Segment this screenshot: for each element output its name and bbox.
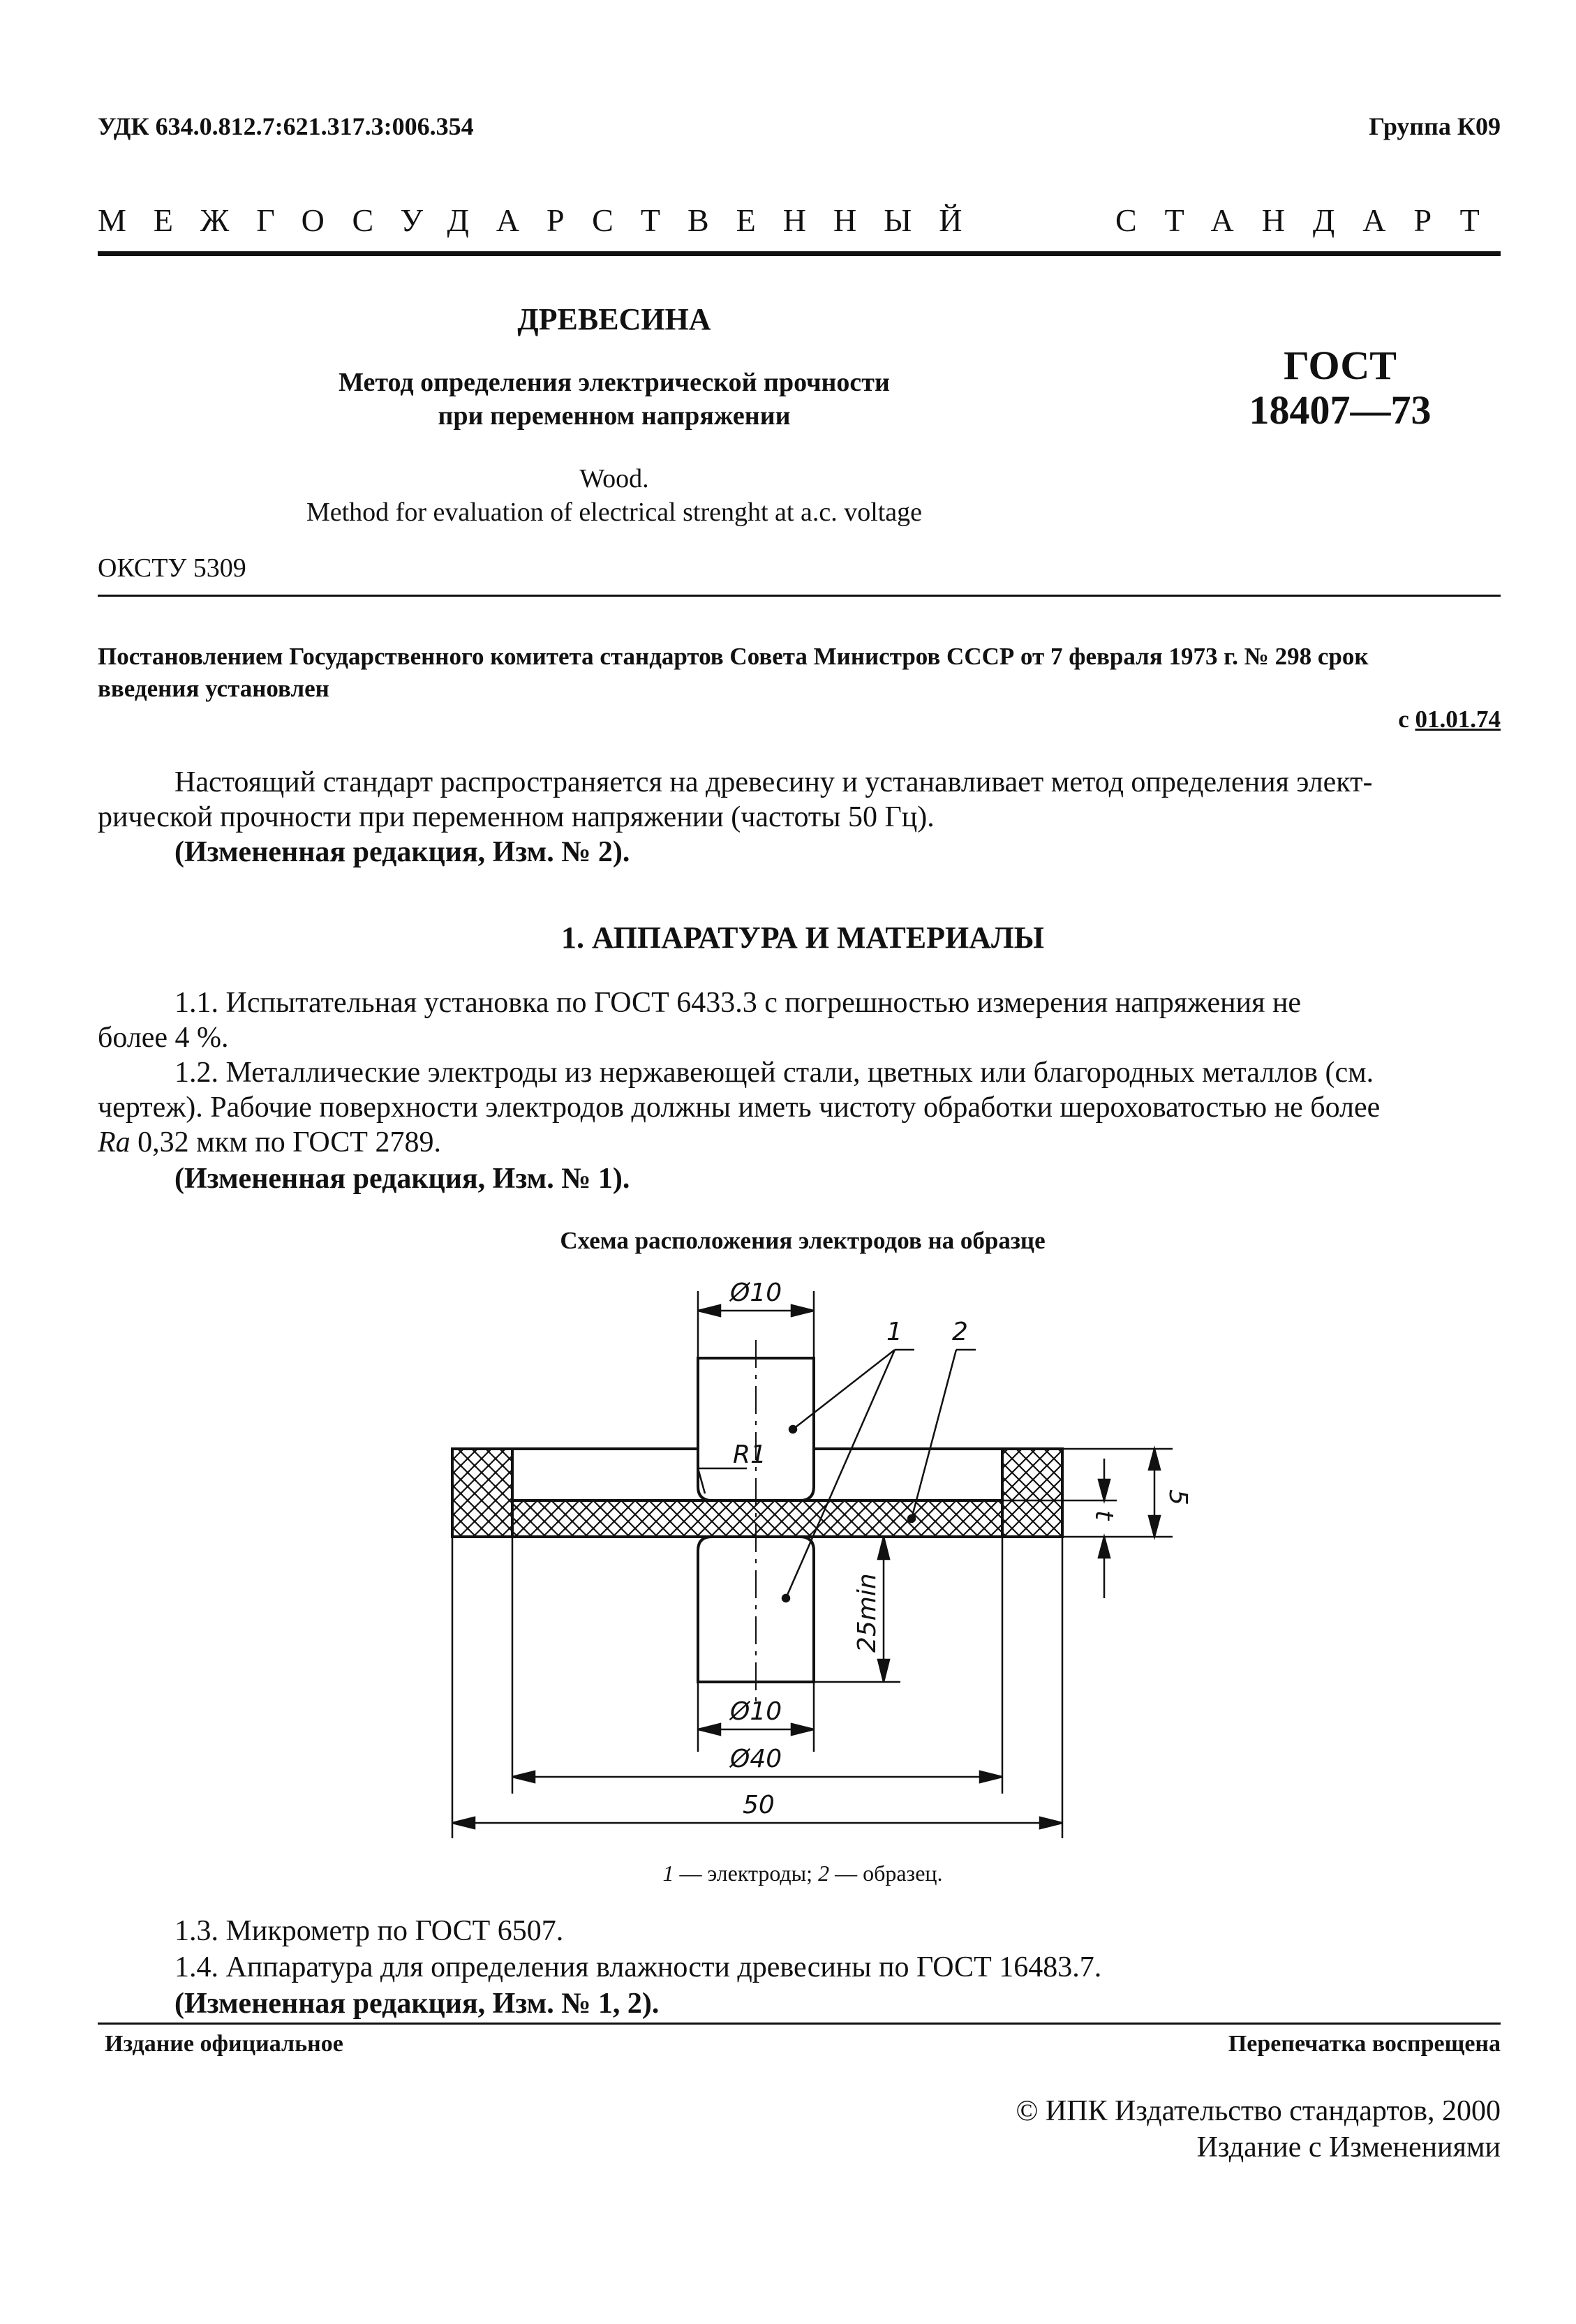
copyright-line: © ИПК Издательство стандартов, 2000 [1016, 2095, 1501, 2127]
arrow-t-bottom [1099, 1537, 1110, 1558]
arrow-5-bottom [1149, 1516, 1160, 1537]
roughness-symbol: Ra [98, 1126, 131, 1159]
okstu-code: ОКСТУ 5309 [98, 553, 246, 583]
decree-line-1: Постановлением Государственного комитета стандартов Совета Министров СССР от 7 февраля 1973 г. № 298 срок [98, 643, 1369, 670]
caption-number-1: 1 [662, 1861, 674, 1886]
english-title-1: Wood. [579, 464, 649, 493]
callout-2-leader [912, 1350, 956, 1519]
arrow-d10-top-left [698, 1305, 720, 1316]
section-1-edit-note-1: (Измененная редакция, Изм. № 1). [174, 1163, 630, 1195]
para-1-3: 1.3. Микрометр по ГОСТ 6507. [174, 1915, 564, 1947]
doc-title: ДРЕВЕСИНА [517, 302, 711, 336]
footer-right: Перепечатка воспрещена [1228, 2031, 1501, 2057]
ring-right [1002, 1449, 1062, 1537]
group-code: Группа К09 [1369, 112, 1501, 140]
effective-date-value: 01.01.74 [1415, 706, 1501, 733]
para-1-2-line-2: чертеж). Рабочие поверхности электродов должны иметь чистоту обработки шероховатостью не более [98, 1092, 1381, 1124]
label-50: 50 [743, 1791, 775, 1819]
gost-number: 18407—73 [1249, 387, 1432, 433]
section-1-edit-note-2: (Измененная редакция, Изм. № 1, 2). [174, 1988, 660, 2020]
label-t: t [1090, 1510, 1118, 1521]
caption-text-1: — электроды; [674, 1861, 819, 1886]
callout-1-dot-b [782, 1595, 789, 1602]
caption-number-2: 2 [818, 1861, 830, 1886]
arrow-5-top [1149, 1449, 1160, 1470]
intro-edit-note: (Измененная редакция, Изм. № 2). [174, 836, 630, 868]
roughness-text: 0,32 мкм по ГОСТ 2789. [130, 1126, 441, 1159]
udk-code: УДК 634.0.812.7:621.317.3:006.354 [98, 112, 474, 140]
arrow-d10-top-right [791, 1305, 814, 1316]
arrow-50-right [1040, 1817, 1062, 1828]
label-r1: R1 [733, 1440, 766, 1469]
label-d40: Ø40 [730, 1745, 782, 1773]
arrow-50-left [452, 1817, 475, 1828]
arrow-d10-bottom-right [791, 1724, 814, 1735]
para-1-1-line-2: более 4 %. [98, 1022, 229, 1054]
banner-right: СТАНДАРТ [1115, 202, 1508, 238]
arrow-t-top [1099, 1480, 1110, 1500]
arrow-25-bottom [878, 1660, 889, 1682]
sample-plate [512, 1500, 1002, 1537]
para-1-1-line-1: 1.1. Испытательная установка по ГОСТ 6433.3 с погрешностью измерения напряжения не [174, 987, 1302, 1019]
gost-label: ГОСТ [1284, 343, 1397, 388]
label-5: 5 [1164, 1489, 1192, 1505]
edition-line: Издание с Изменениями [1196, 2131, 1501, 2163]
callout-2-dot [908, 1515, 915, 1522]
label-d10-bottom: Ø10 [730, 1697, 782, 1726]
decree-line-2: введения установлен [98, 675, 329, 702]
callout-1-number: 1 [886, 1318, 902, 1346]
callout-1-dot-a [789, 1426, 796, 1433]
effective-date-prefix: с [1398, 706, 1415, 733]
arrow-25-top [878, 1537, 889, 1559]
para-1-2-line-1: 1.2. Металлические электроды из нержавеющей стали, цветных или благородных металлов (см. [174, 1057, 1374, 1089]
arrow-d40-right [980, 1771, 1002, 1782]
banner-left: МЕЖГОСУДАРСТВЕННЫЙ [98, 202, 990, 238]
ring-left [452, 1449, 512, 1537]
doc-subtitle-1: Метод определения электрической прочности [339, 368, 890, 397]
figure-caption [279, 1861, 1326, 1886]
intro-line-1: Настоящий стандарт распространяется на древесину и устанавливает метод определения элект- [174, 766, 1373, 798]
section-1-heading: 1. АППАРАТУРА И МАТЕРИАЛЫ [561, 921, 1044, 955]
footer-left: Издание официальное [105, 2031, 343, 2057]
para-1-4: 1.4. Аппаратура для определения влажности древесины по ГОСТ 16483.7. [174, 1951, 1102, 1983]
footer-rule [98, 2023, 1501, 2025]
doc-subtitle-2: при переменном напряжении [438, 401, 791, 431]
arrow-d40-left [512, 1771, 535, 1782]
label-25min: 25min [853, 1573, 882, 1653]
label-d10-top: Ø10 [730, 1279, 782, 1307]
caption-text-2: — образец. [829, 1861, 943, 1886]
english-title-2: Method for evaluation of electrical strenght at a.c. voltage [306, 498, 923, 527]
callout-2-number: 2 [952, 1318, 968, 1346]
intro-line-2: рической прочности при переменном напряжении (частоты 50 Гц). [98, 801, 935, 833]
figure-title: Схема расположения электродов на образце [560, 1227, 1046, 1254]
arrow-d10-bottom-left [698, 1724, 720, 1735]
